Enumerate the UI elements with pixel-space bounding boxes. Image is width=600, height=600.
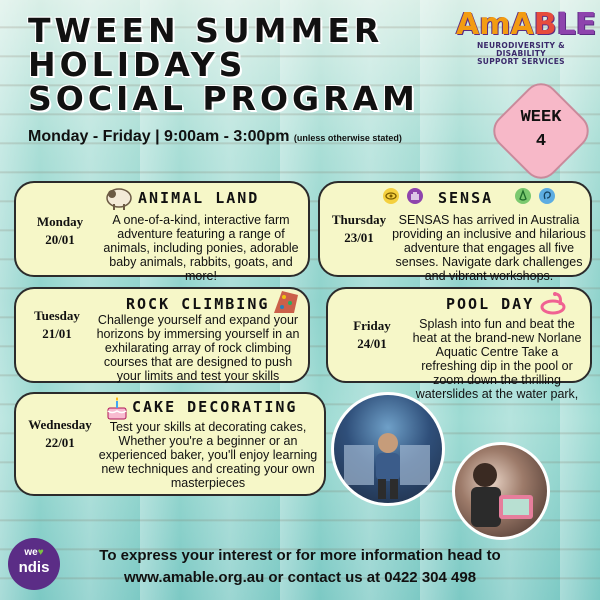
day-date: 20/01 xyxy=(45,232,75,247)
card-day xyxy=(22,307,92,343)
logo-part-3: B xyxy=(533,7,557,42)
day-name: Thursday xyxy=(331,212,387,227)
photo-child-in-vehicle xyxy=(331,392,445,506)
footer-contact[interactable]: www.amable.org.au or contact us at 0422 304 498 xyxy=(123,569,477,586)
heart-icon: ♥ xyxy=(37,547,44,558)
card-description: Test your skills at decorating cakes, Whether you're a beginner or an experienced baker, you'll enjoy learning new techniques and creating your own masterpieces xyxy=(98,420,318,490)
day-date: 22/01 xyxy=(45,435,75,450)
card-day xyxy=(22,213,98,249)
sheep-icon xyxy=(104,185,134,215)
day-name: Monday xyxy=(36,214,84,229)
ndis-we: we xyxy=(24,547,38,558)
card-title: ANIMAL LAND xyxy=(138,189,260,207)
headline-line-2: HOLIDAYS xyxy=(28,45,247,84)
card-day xyxy=(334,317,410,353)
schedule-note: (unless otherwise stated) xyxy=(293,133,402,143)
card-title: ROCK CLIMBING xyxy=(126,295,270,313)
day-name: Friday xyxy=(353,318,391,333)
card-description: Splash into fun and beat the heat at the brand-new Norlane Aquatic Centre Take a refreshing dip in the pool or zoom down the thrilling waterslides at the water park, xyxy=(412,317,582,401)
footer-line-1: To express your interest or for more information head to xyxy=(99,547,501,564)
day-name: Tuesday xyxy=(34,308,80,323)
logo-tagline-2: SUPPORT SERVICES xyxy=(477,57,565,66)
schedule-main: Monday - Friday | 9:00am - 3:00pm xyxy=(28,128,290,145)
logo-part-4: LE xyxy=(556,7,597,42)
eye-icon xyxy=(382,187,400,209)
card-title: POOL DAY xyxy=(446,295,535,313)
card-cake-decorating xyxy=(14,392,326,496)
day-name: Wednesday xyxy=(28,417,92,432)
nose-icon xyxy=(514,187,532,209)
card-description: Challenge yourself and expand your horizons by immersing yourself in an exhilarating array of rock climbing courses that are designed to push your limits and test your skills xyxy=(96,313,300,383)
logo-part-1: Am xyxy=(456,7,511,42)
week-badge xyxy=(502,98,580,154)
day-date: 23/01 xyxy=(344,230,374,245)
ndis-label: ndis xyxy=(18,559,50,576)
card-title: CAKE DECORATING xyxy=(132,398,298,416)
card-day xyxy=(20,416,100,452)
headline-line-1: TWEEN SUMMER xyxy=(28,11,384,50)
day-date: 24/01 xyxy=(357,336,387,351)
card-animal-land xyxy=(14,181,310,283)
card-day xyxy=(324,211,394,247)
logo-wordmark xyxy=(456,7,597,42)
logo-tagline-1: NEURODIVERSITY & DISABILITY xyxy=(476,41,566,58)
amable-logo xyxy=(456,7,597,66)
card-title: SENSA xyxy=(438,189,494,207)
week-number: 4 xyxy=(535,132,547,151)
logo-part-2: A xyxy=(510,7,534,42)
schedule-line xyxy=(28,128,498,146)
flamingo-float-icon xyxy=(540,291,566,319)
week-label: WEEK xyxy=(520,108,562,127)
day-date: 21/01 xyxy=(42,326,72,341)
photo-child-tablet xyxy=(452,442,550,540)
card-rock-climbing xyxy=(14,287,310,383)
footer xyxy=(60,545,540,589)
card-description: A one-of-a-kind, interactive farm adventure featuring a range of animals, including ponies, adorable baby animals, rabbits, goats, and more! xyxy=(103,213,299,283)
headline-line-3: SOCIAL PROGRAM xyxy=(28,79,419,118)
headline xyxy=(28,11,468,118)
ear-icon xyxy=(538,187,556,209)
card-description: SENSAS has arrived in Australia providing an inclusive and hilarious adventure that engages all five senses. Navigate dark challenges and vibrant workshops. xyxy=(392,213,586,283)
card-sensa xyxy=(318,181,592,283)
hand-icon xyxy=(406,187,424,209)
card-pool-day xyxy=(326,287,592,401)
we-love-ndis-badge xyxy=(8,538,60,590)
